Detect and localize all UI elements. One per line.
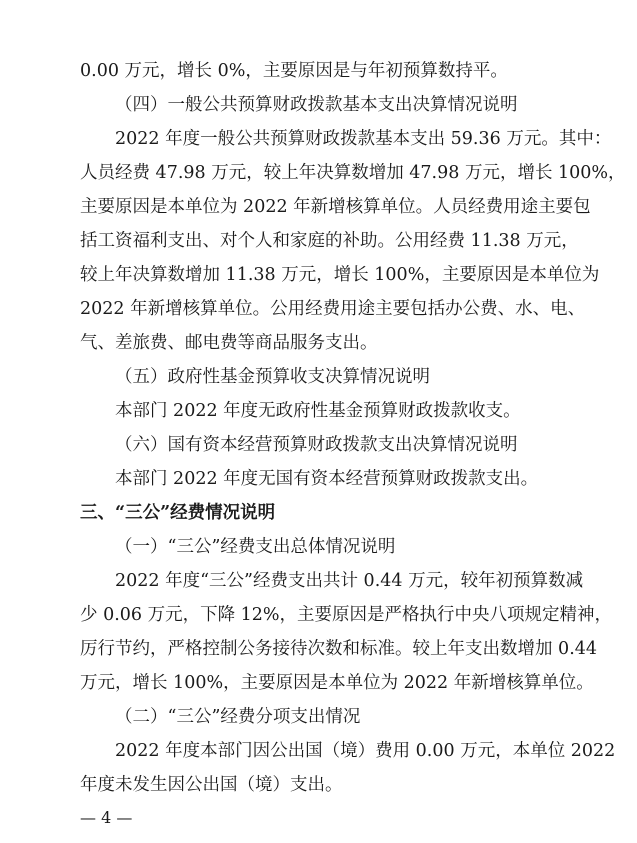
page-number: — 4 — — [80, 808, 133, 827]
paragraph-line: 2022 年度本部门因公出国（境）费用 0.00 万元，本单位 2022 — [80, 741, 616, 761]
section-heading-3-1: （一）“三公”经费支出总体情况说明 — [115, 537, 396, 557]
section-heading-3-2: （二）“三公”经费分项支出情况 — [115, 707, 361, 727]
paragraph-line: 本部门 2022 年度无国有资本经营预算财政拨款支出。 — [80, 469, 539, 489]
chapter-heading-3: 三、“三公”经费情况说明 — [80, 503, 276, 523]
paragraph-line: 气、差旅费、邮电费等商品服务支出。 — [80, 333, 378, 353]
paragraph-line: 年度未发生因公出国（境）支出。 — [80, 775, 343, 795]
paragraph-line: 厉行节约，严格控制公务接待次数和标准。较上年支出数增加 0.44 — [80, 639, 598, 659]
paragraph-line: 主要原因是本单位为 2022 年新增核算单位。人员经费用途主要包 — [80, 197, 591, 217]
paragraph-line: 括工资福利支出、对个人和家庭的补助。公用经费 11.38 万元， — [80, 231, 579, 251]
paragraph-line: 2022 年度“三公”经费支出共计 0.44 万元，较年初预算数减 — [80, 571, 584, 591]
section-heading-5: （五）政府性基金预算收支决算情况说明 — [115, 367, 430, 387]
paragraph-line: 万元，增长 100%，主要原因是本单位为 2022 年新增核算单位。 — [80, 673, 594, 693]
paragraph-line: 较上年决算数增加 11.38 万元，增长 100%，主要原因是本单位为 — [80, 265, 600, 285]
paragraph-line: 2022 年度一般公共预算财政拨款基本支出 59.36 万元。其中： — [80, 129, 612, 149]
paragraph-line: 本部门 2022 年度无政府性基金预算财政拨款收支。 — [80, 401, 521, 421]
section-heading-4: （四）一般公共预算财政拨款基本支出决算情况说明 — [115, 95, 518, 115]
paragraph-line: 少 0.06 万元，下降 12%，主要原因是严格执行中央八项规定精神， — [80, 605, 613, 625]
paragraph-line: 人员经费 47.98 万元，较上年决算数增加 47.98 万元，增长 100%， — [80, 163, 626, 183]
paragraph-line: 2022 年新增核算单位。公用经费用途主要包括办公费、水、电、 — [80, 299, 586, 319]
paragraph-line: 0.00 万元，增长 0%，主要原因是与年初预算数持平。 — [80, 61, 508, 81]
section-heading-6: （六）国有资本经营预算财政拨款支出决算情况说明 — [115, 435, 518, 455]
